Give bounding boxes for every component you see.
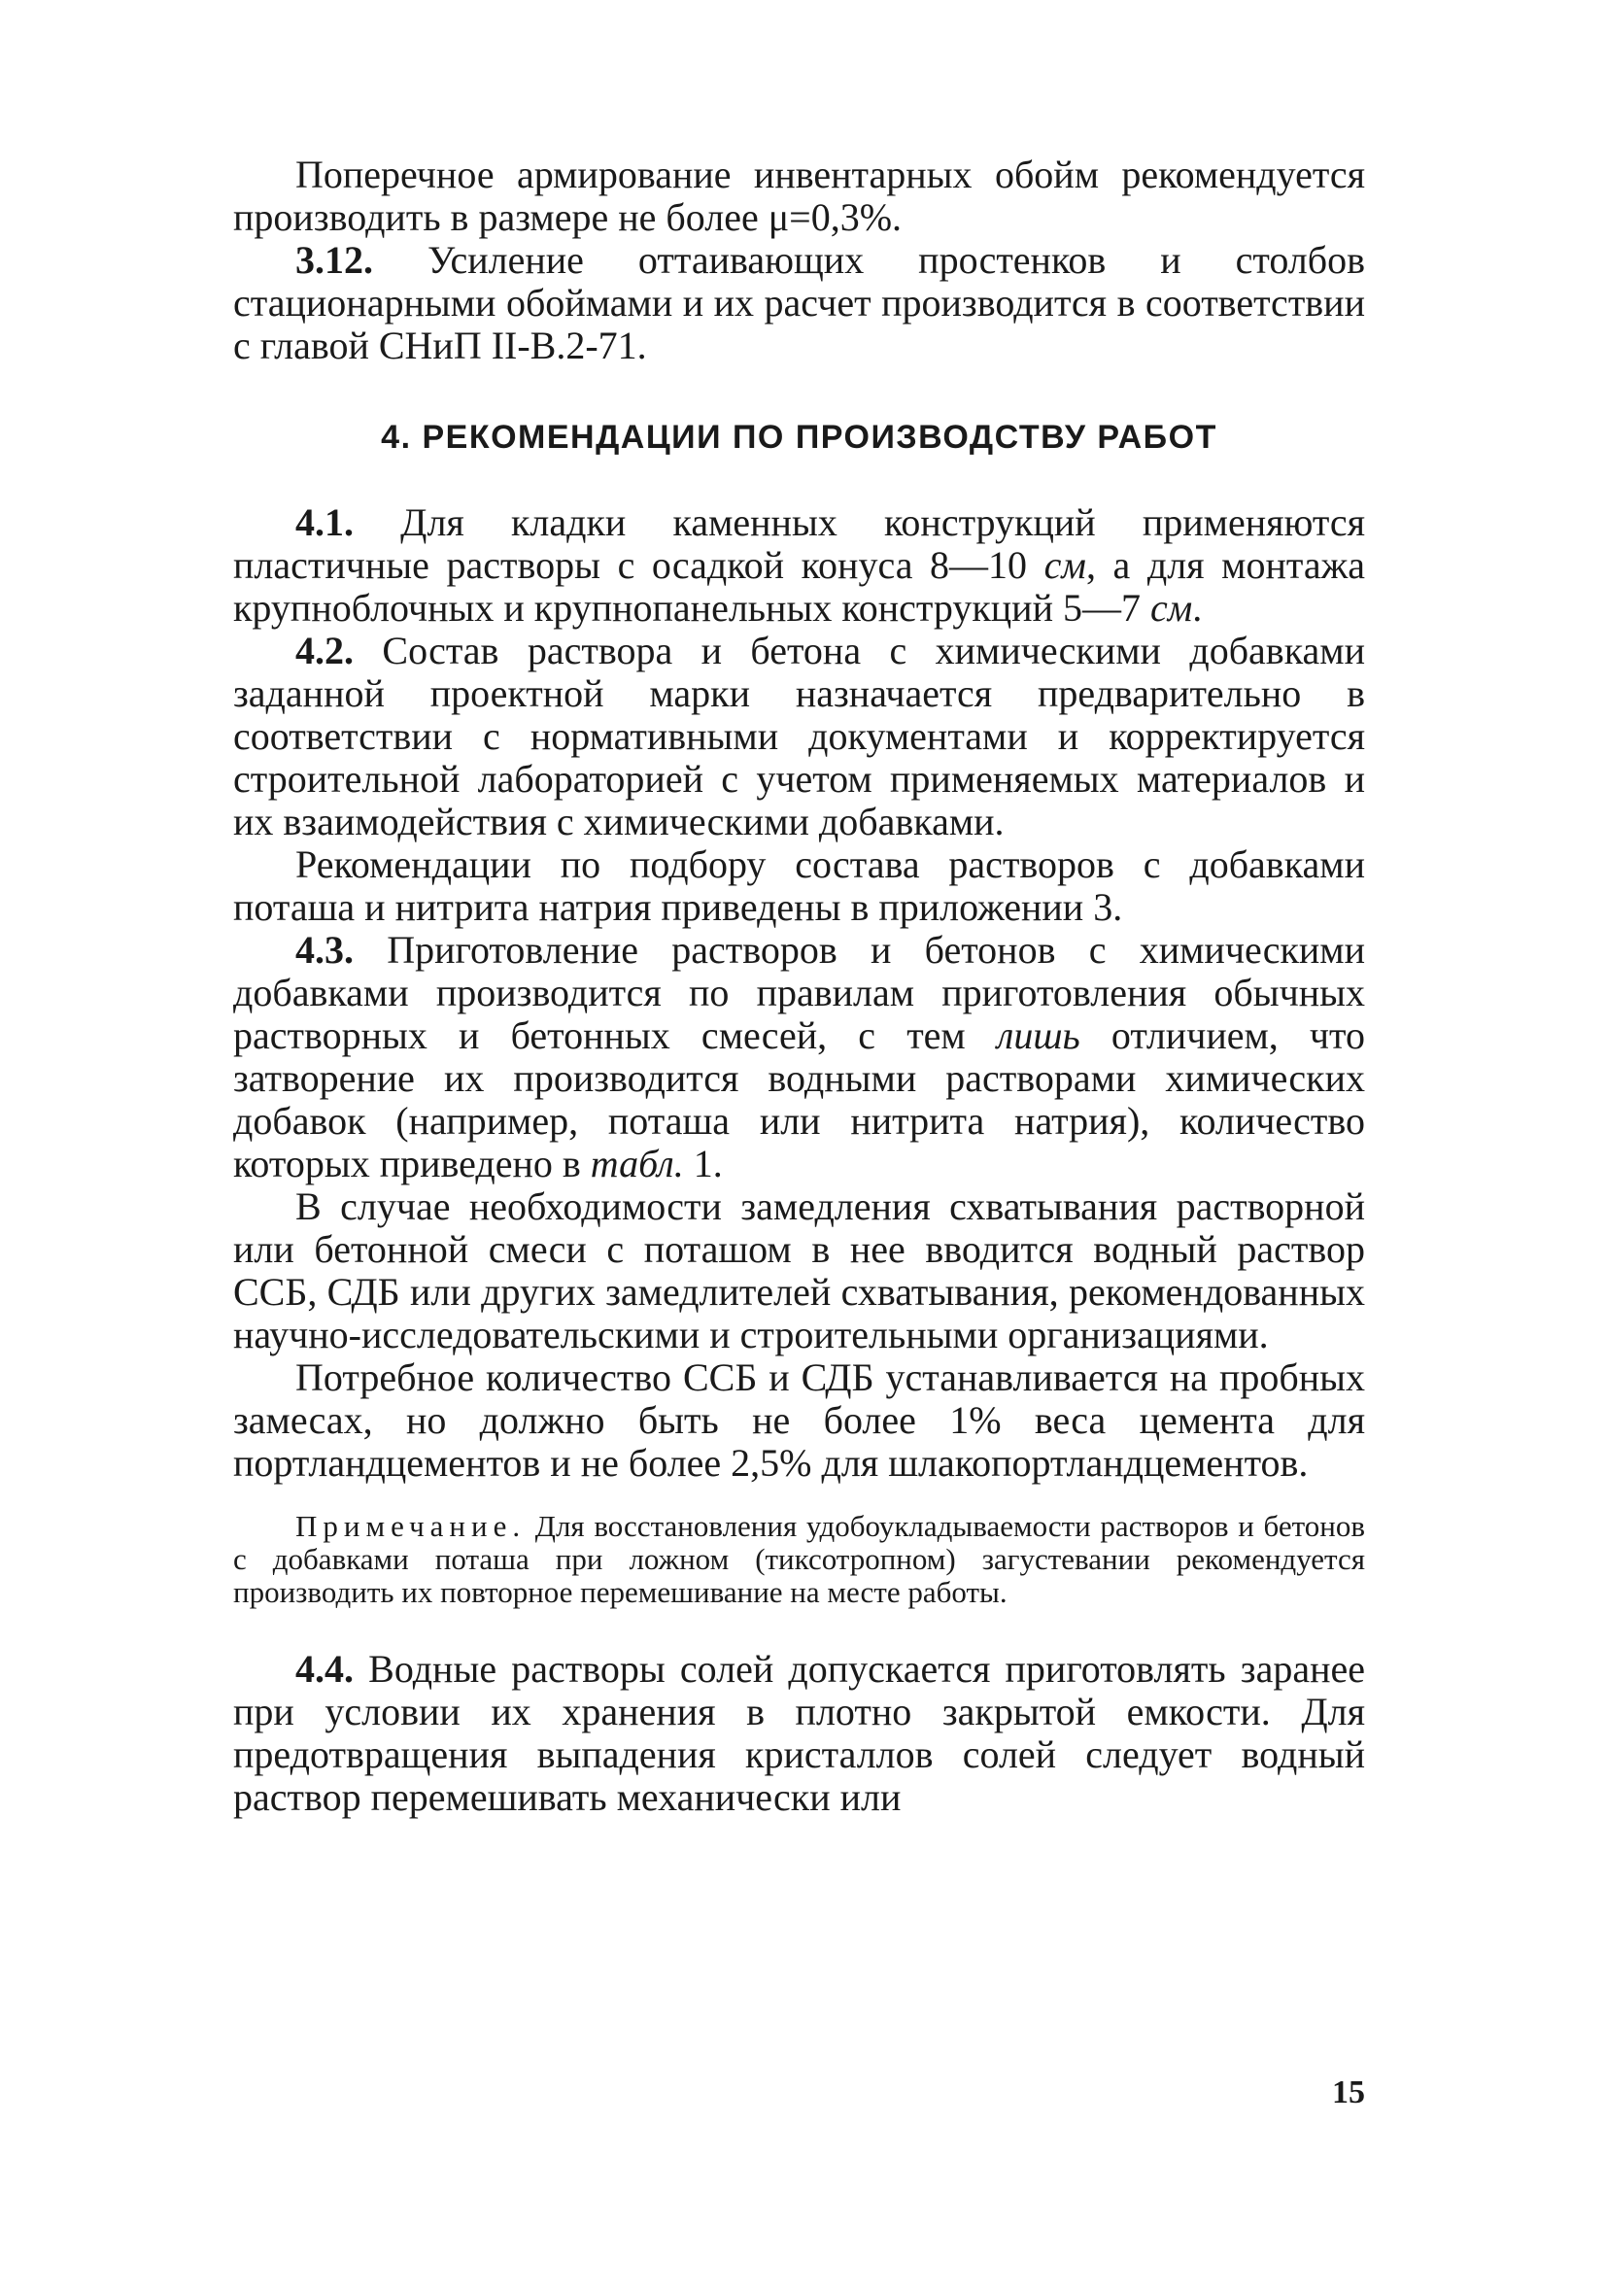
note-text: Для восстановления удобоукладываемости растворов и бетонов с добавками поташа при ложном (тиксотропном) загустевании рекомендуется производить их повторное перемешивание на месте работы.: [233, 1509, 1365, 1609]
paragraph-4-2: [233, 630, 1365, 843]
section-heading: 4. РЕКОМЕНДАЦИИ ПО ПРОИЗВОДСТВУ РАБОТ: [381, 419, 1217, 456]
clause-number: 3.12.: [295, 238, 373, 282]
paragraph-4-3: [233, 929, 1365, 1185]
paragraph-4-1: [233, 501, 1365, 630]
clause-number: 4.2.: [295, 629, 354, 672]
clause-text: , а для монтажа крупноблочных и крупнопанельных конструкций 5—7: [233, 543, 1366, 630]
clause-text: Приготовление растворов и бетонов с химическими добавками производится по правилам приготовления обычных растворных и бетонных смесей, с тем: [233, 928, 1365, 1057]
emphasis-text: лишь: [996, 1013, 1080, 1057]
paragraph-recommendations: Рекомендации по подбору состава растворов с добавками поташа и нитрита натрия приведены в приложении 3.: [233, 842, 1365, 929]
clause-text: отличием, что затворение их производится водными растворами химических добавок (например, поташа или нитрита натрия), количество которых приведено в: [233, 1013, 1366, 1185]
paragraph-required-amount: Потребное количество ССБ и СДБ устанавливается на пробных замесах, но должно быть не более 1% веса цемента для портландцементов и не более 2,5% для шлакопортландцементов.: [233, 1355, 1365, 1485]
paragraph-3-12: [233, 239, 1365, 367]
clause-text: Состав раствора и бетона с химическими добавками заданной проектной марки назначается предварительно в соответствии с нормативными документами и корректируется строительной лабораторией с учетом применяемых материалов и их взаимодействия с химическими добавками.: [233, 629, 1365, 843]
table-reference: табл.: [590, 1142, 684, 1185]
clause-text: Водные растворы солей допускается приготовлять заранее при условии их хранения в плотно закрытой емкости. Для предотвращения выпадения кристаллов солей следует водный раствор перемешивать механически или: [233, 1647, 1365, 1819]
clause-number: 4.4.: [295, 1647, 354, 1691]
document-page: [233, 154, 1365, 1819]
clause-text: Для кладки каменных конструкций применяются пластичные растворы с осадкой конуса 8—10: [233, 500, 1365, 587]
unit-text: см: [1043, 543, 1086, 587]
unit-text: см: [1149, 586, 1193, 630]
page-number: 15: [1332, 2074, 1365, 2110]
clause-number: 4.3.: [295, 928, 354, 972]
note-block: [233, 1510, 1365, 1609]
paragraph-intro: Поперечное армирование инвентарных обойм рекомендуется производить в размере не более μ=0,3%.: [233, 153, 1365, 239]
clause-text: 1.: [683, 1142, 723, 1185]
clause-text: Усиление оттаивающих простенков и столбов стационарными обоймами и их расчет производится в соответствии с главой СНиП II-В.2-71.: [233, 238, 1365, 367]
clause-text: .: [1192, 586, 1203, 630]
clause-number: 4.1.: [295, 500, 354, 544]
paragraph-retarders: В случае необходимости замедления схватывания растворной или бетонной смеси с поташом в нее вводится водный раствор ССБ, СДБ или других замедлителей схватывания, рекомендованных научно-исследовательскими и строительными организациями.: [233, 1184, 1365, 1356]
paragraph-4-4: [233, 1648, 1365, 1819]
note-label: Примечание.: [295, 1509, 527, 1543]
